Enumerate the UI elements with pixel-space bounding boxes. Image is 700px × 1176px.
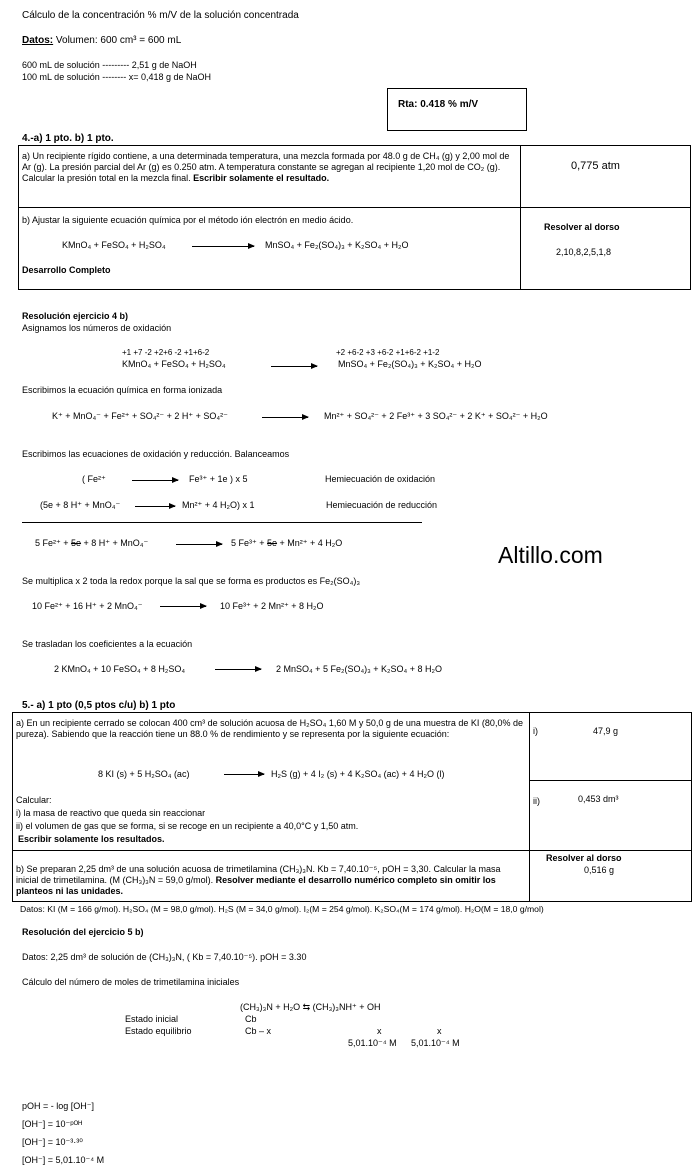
res5b-calc: Cálculo del número de moles de trimetilamina iniciales — [22, 977, 240, 987]
q5a-eq-left: 8 KI (s) + 5 H₂SO₄ (ac) — [98, 769, 190, 779]
datos-text: Volumen: 600 cm³ = 600 mL — [55, 35, 182, 46]
q5-heading: 5.- a) 1 pto (0,5 ptos c/u) b) 1 pto — [22, 700, 176, 711]
q4b-text: b) Ajustar la siguiente ecuación química por el método ión electrón en medio ácido. — [22, 215, 354, 225]
q5a-calcular: Calcular: — [16, 795, 52, 805]
res4b-x2-right: 10 Fe³⁺ + 2 Mn²⁺ + 8 H₂O — [220, 601, 324, 611]
res4b-step3: Escribimos las ecuaciones de oxidación y reducción. Balanceamos — [22, 449, 290, 459]
q4a-instruction: Escribir solamente el resultado. — [193, 173, 330, 183]
res5b-p1: pOH = - log [OH⁻] — [22, 1101, 95, 1111]
res5b-p3: [OH⁻] = 10⁻³·³⁰ — [22, 1137, 83, 1147]
res4b-sum-right — [231, 538, 342, 549]
q4a-answer: 0,775 atm — [571, 160, 620, 172]
q5b-answer: 0,516 g — [584, 865, 615, 875]
q4-heading: 4.-a) 1 pto. b) 1 pto. — [22, 133, 114, 144]
res4b-ox-left: +1 +7 -2 +2+6 -2 +1+6-2 — [122, 348, 210, 357]
res5b-row2-val: Cb – x — [245, 1026, 272, 1036]
q5a-cii: ii) el volumen de gas que se forma, si se recoge en un recipiente a 40,0°C y 1,50 atm. — [16, 821, 359, 831]
res4b-ox-eq-right: Fe³⁺ + 1e ) x 5 — [189, 474, 248, 484]
res5b-datos: Datos: 2,25 dm³ de solución de (CH₃)₃N, ( Kb = 7,40.10⁻⁵). pOH = 3.30 — [22, 952, 307, 962]
sum-right-strike: 5e — [267, 538, 278, 548]
res4b-sum-line — [22, 522, 422, 523]
res4b-arrow-4 — [135, 506, 175, 507]
res4b-step4: Se multiplica x 2 toda la redox porque la sal que se forma es productos es Fe₂(SO₄)₃ — [22, 576, 360, 586]
q5a-instruction: Escribir solamente los resultados. — [18, 834, 165, 844]
res4b-red-eq-left: (5e + 8 H⁺ + MnO₄⁻ — [40, 500, 121, 510]
res4b-final-right: 2 MnSO₄ + 5 Fe₂(SO₄)₃ + K₂SO₄ + 8 H₂O — [276, 664, 442, 674]
res4b-arrow-6 — [160, 606, 206, 607]
res4b-title: Resolución ejercicio 4 b) — [22, 311, 129, 321]
datos-line — [22, 35, 181, 46]
res4b-ox-label: Hemiecuación de oxidación — [325, 474, 436, 484]
res4b-ox-right: +2 +6-2 +3 +6-2 +1+6-2 +1-2 — [336, 348, 440, 357]
res5b-p4: [OH⁻] = 5,01.10⁻⁴ M — [22, 1155, 105, 1165]
q4b-resolver: Resolver al dorso — [544, 222, 620, 232]
res4b-arrow-7 — [215, 669, 261, 670]
q4b-desarrollo: Desarrollo Completo — [22, 265, 111, 275]
res5b-x1: x — [377, 1026, 382, 1036]
res4b-step2: Escribimos la ecuación química en forma ionizada — [22, 385, 223, 395]
q5-row-divider — [12, 850, 692, 851]
q5-answer-divider — [529, 780, 692, 781]
res4b-red-eq-right: Mn²⁺ + 4 H₂O) x 1 — [182, 500, 255, 510]
res4b-ion-left: K⁺ + MnO₄⁻ + Fe²⁺ + SO₄²⁻ + 2 H⁺ + SO₄²⁻ — [52, 411, 228, 421]
res5b-row1-val: Cb — [245, 1014, 257, 1024]
q5a-i-answer: 47,9 g — [593, 726, 619, 736]
res5b-row2-label: Estado equilibrio — [125, 1026, 192, 1036]
q4b-eq-right: MnSO₄ + Fe₂(SO₄)₃ + K₂SO₄ + H₂O — [265, 240, 409, 250]
res4b-step5: Se trasladan los coeficientes a la ecuación — [22, 639, 193, 649]
q5-col-divider — [529, 712, 530, 902]
res5b-x2: x — [437, 1026, 442, 1036]
sum-left-a: 5 Fe²⁺ + — [35, 538, 72, 548]
res4b-arrow-2 — [262, 417, 308, 418]
sum-right-b: + Mn²⁺ + 4 H₂O — [277, 538, 343, 548]
q4b-answer: 2,10,8,2,5,1,8 — [556, 247, 612, 257]
res5b-m1: 5,01.10⁻⁴ M — [348, 1038, 397, 1048]
res4b-sum-left — [35, 538, 148, 549]
q5a-arrow — [224, 774, 264, 775]
rta-text: Rta: 0.418 % m/V — [398, 99, 479, 110]
res4b-step1: Asignamos los números de oxidación — [22, 323, 172, 333]
proportion-line-1: 600 mL de solución --------- 2,51 g de NaOH — [22, 60, 197, 70]
q5a-eq-right: H₂S (g) + 4 I₂ (s) + 4 K₂SO₄ (ac) + 4 H₂O (l) — [271, 769, 445, 779]
res5b-title: Resolución del ejercicio 5 b) — [22, 927, 144, 937]
res4b-arrow-3 — [132, 480, 178, 481]
q4-col-divider — [520, 145, 521, 290]
res4b-ion-right: Mn²⁺ + SO₄²⁻ + 2 Fe³⁺ + 3 SO₄²⁻ + 2 K⁺ + SO₄²⁻ + H₂O — [324, 411, 548, 421]
watermark: Altillo.com — [498, 542, 603, 568]
res4b-arrow-1 — [271, 366, 317, 367]
res4b-red-label: Hemiecuación de reducción — [326, 500, 438, 510]
q4a-statement: a) Un recipiente rígido contiene, a una determinada temperatura, una mezcla formada por 48.0 g de CH₄ (g) y 2,00 mol de Ar (g). La presión parcial del Ar (g) es 0.250 atm. A temperatura constante se agregan al recipiente 1,20 mol de CO₂ (g). Calcular la presión total en la mezcla final. — [22, 151, 510, 183]
sum-right-a: 5 Fe³⁺ + — [231, 538, 268, 548]
section-title: Cálculo de la concentración % m/V de la solución concentrada — [22, 10, 299, 21]
q4a-text — [22, 151, 516, 184]
q4-row-divider — [18, 207, 691, 208]
q5-datos: Datos: KI (M = 166 g/mol). H₂SO₄ (M = 98,0 g/mol). H₂S (M = 34,0 g/mol). I₂(M = 254 g/mol). K₂SO₄(M = 174 g/mol). H₂O(M = 18,0 g/mol) — [20, 904, 544, 914]
res4b-eq-left: KMnO₄ + FeSO₄ + H₂SO₄ — [122, 359, 226, 369]
rta-box — [387, 88, 527, 131]
proportion-line-2: 100 mL de solución -------- x= 0,418 g de NaOH — [22, 72, 211, 82]
q5a-i-label: i) — [533, 726, 538, 736]
q4b-arrow — [192, 246, 254, 247]
q5b-instruction: Resolver mediante el desarrollo numérico completo sin omitir los planteos ni las unidades. — [16, 875, 496, 896]
res4b-eq-right: MnSO₄ + Fe₂(SO₄)₃ + K₂SO₄ + H₂O — [338, 359, 482, 369]
q5a-ii-answer: 0,453 dm³ — [578, 794, 619, 804]
q5b-resolver: Resolver al dorso — [546, 853, 622, 863]
q5b-text — [16, 864, 524, 897]
datos-label: Datos: — [22, 35, 54, 46]
sum-left-strike: 5e — [71, 538, 82, 548]
res5b-p2: [OH⁻] = 10⁻ᵖᴼᴴ — [22, 1119, 83, 1129]
res4b-x2-left: 10 Fe²⁺ + 16 H⁺ + 2 MnO₄⁻ — [32, 601, 143, 611]
res4b-arrow-5 — [176, 544, 222, 545]
q5a-ci: i) la masa de reactivo que queda sin reaccionar — [16, 808, 206, 818]
res5b-m2: 5,01.10⁻⁴ M — [411, 1038, 460, 1048]
q5a-ii-label: ii) — [533, 796, 540, 806]
res4b-ox-eq-left: ( Fe²⁺ — [82, 474, 106, 484]
res5b-row1-label: Estado inicial — [125, 1014, 179, 1024]
res4b-final-left: 2 KMnO₄ + 10 FeSO₄ + 8 H₂SO₄ — [54, 664, 186, 674]
res5b-eq: (CH₃)₃N + H₂O ⇆ (CH₃)₃NH⁺ + OH — [240, 1002, 381, 1012]
q5b-statement: b) Se preparan 2,25 dm³ de una solución acuosa de trimetilamina (CH₃)₃N. Kb = 7,40.10⁻⁵, pOH = 3,30. Calcular la masa inicial de trimetilamina. (M (CH₃)₃N = 59,0 g/mol). — [16, 864, 501, 885]
q5a-text: a) En un recipiente cerrado se colocan 400 cm³ de solución acuosa de H₂SO₄ 1,60 M y 50,0 g de una muestra de KI (80,0% de pureza). Sabiendo que la reacción tiene un 88.0 % de rendimiento y se representa por la siguiente ecuación: — [16, 718, 523, 739]
q4b-eq-left: KMnO₄ + FeSO₄ + H₂SO₄ — [62, 240, 166, 250]
sum-left-b: + 8 H⁺ + MnO₄⁻ — [81, 538, 149, 548]
